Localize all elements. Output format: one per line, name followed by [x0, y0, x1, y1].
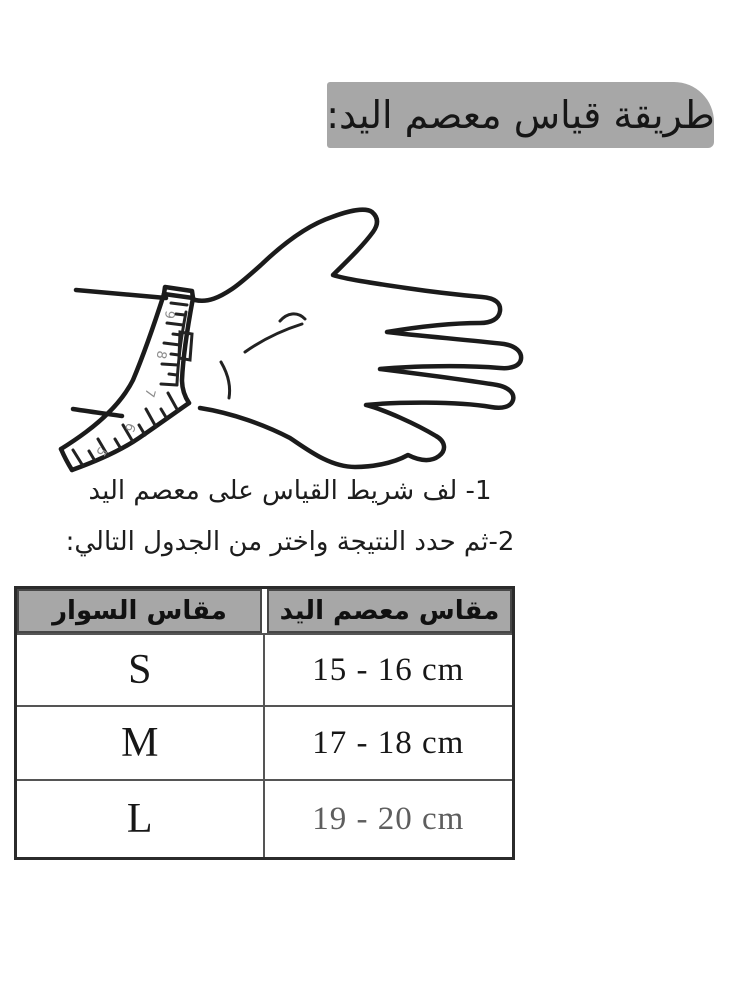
tape-number: 8: [152, 349, 169, 361]
tape-number: 6: [120, 420, 138, 435]
page-title: طريقة قياس معصم اليد:: [326, 93, 715, 137]
wrist-crease: [221, 362, 230, 398]
tape-number: 5: [92, 443, 110, 459]
size-table: [14, 586, 515, 860]
tape-band-left-and-free-outer-edge: [61, 294, 164, 449]
bracelet-size-value: L: [17, 781, 265, 857]
instruction-step-1: 1- لف شريط القياس على معصم اليد: [88, 476, 492, 506]
header-wrist-size: مقاس معصم اليد: [267, 589, 512, 633]
arm-top-line: [76, 290, 166, 298]
table-row: [17, 633, 512, 705]
instruction-steps: [25, 466, 555, 568]
palm-crease-short: [280, 314, 305, 321]
palm-crease-long: [245, 324, 302, 352]
bracelet-size-value: S: [17, 635, 265, 705]
wrist-range-value: 17 - 18 cm: [312, 724, 465, 761]
bracelet-size-value: M: [17, 707, 265, 779]
tape-number: 9: [160, 309, 177, 320]
wrist-range-value: 19 - 20 cm: [312, 800, 465, 837]
tape-number: 7: [140, 386, 158, 399]
size-table-header: [17, 589, 512, 633]
instruction-step-2: 2-ثم حدد النتيجة واختر من الجدول التالي:: [65, 527, 515, 557]
wrist-range-value: 15 - 16 cm: [312, 651, 465, 688]
title-band: [327, 82, 714, 148]
table-row: [17, 705, 512, 779]
hand-measuring-tape-illustration: [40, 190, 540, 485]
tape-band-top-edge: [164, 294, 193, 298]
arm-bottom-line: [73, 409, 122, 416]
table-row: [17, 779, 512, 857]
header-bracelet-size: مقاس السوار: [17, 589, 262, 633]
hand-outline: [195, 210, 521, 467]
